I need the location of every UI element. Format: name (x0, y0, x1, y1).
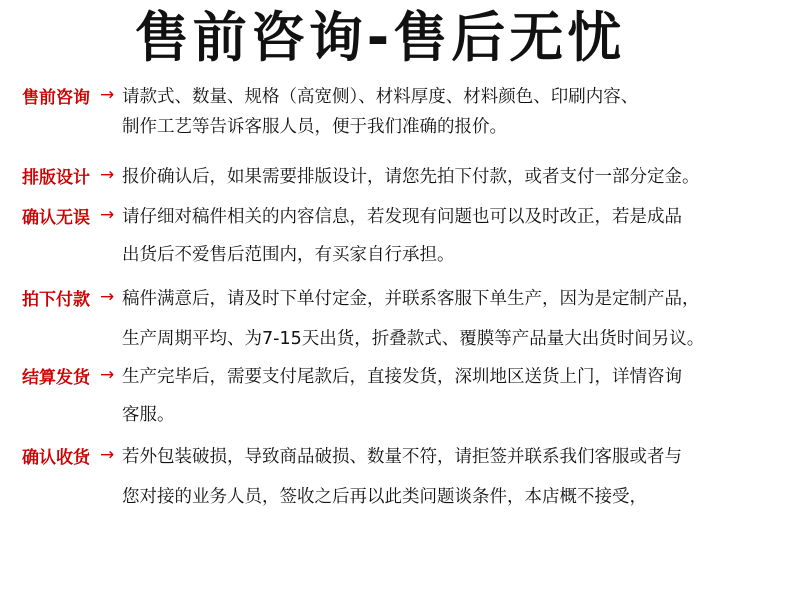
item-label: 确认无误 (22, 207, 90, 228)
list-item (22, 360, 792, 428)
item-label: 拍下付款 (22, 289, 90, 310)
page-title: 售前咨询-售后无忧 (134, 6, 626, 69)
item-text: 若外包装破损，导致商品破损、数量不符，请拒签并联系我们客服或者与 (122, 446, 682, 467)
item-text: 您对接的业务人员，签收之后再以此类问题谈条件，本店概不接受， (122, 486, 647, 507)
item-text: 生产完毕后，需要支付尾款后，直接发货，深圳地区送货上门，详情咨询 (122, 366, 682, 387)
arrow-icon: → (100, 85, 115, 105)
item-text: 生产周期平均、为7-15天出货，折叠款式、覆膜等产品量大出货时间另议。 (122, 328, 705, 349)
item-label: 结算发货 (22, 367, 90, 388)
item-text: 制作工艺等告诉客服人员，便于我们准确的报价。 (122, 116, 507, 137)
list-item (22, 80, 792, 140)
item-text: 稿件满意后，请及时下单付定金，并联系客服下单生产，因为是定制产品， (122, 288, 700, 309)
item-text: 出货后不爱售后范围内，有买家自行承担。 (122, 244, 455, 265)
arrow-icon: → (100, 205, 115, 225)
list-item (22, 282, 792, 352)
item-label: 排版设计 (22, 167, 90, 188)
arrow-icon: → (100, 445, 115, 465)
item-label: 确认收货 (22, 447, 90, 468)
list-item (22, 160, 792, 190)
item-text: 请仔细对稿件相关的内容信息，若发现有问题也可以及时改正，若是成品 (122, 206, 682, 227)
list-item (22, 440, 792, 510)
item-text: 客服。 (122, 404, 175, 425)
arrow-icon: → (100, 165, 115, 185)
list-item (22, 200, 792, 268)
item-text: 请款式、数量、规格（高宽侧）、材料厚度、材料颜色、印刷内容、 (122, 86, 639, 107)
arrow-icon: → (100, 287, 115, 307)
item-label: 售前咨询 (22, 87, 90, 108)
item-text: 报价确认后，如果需要排版设计，请您先拍下付款，或者支付一部分定金。 (122, 166, 700, 187)
arrow-icon: → (100, 365, 115, 385)
